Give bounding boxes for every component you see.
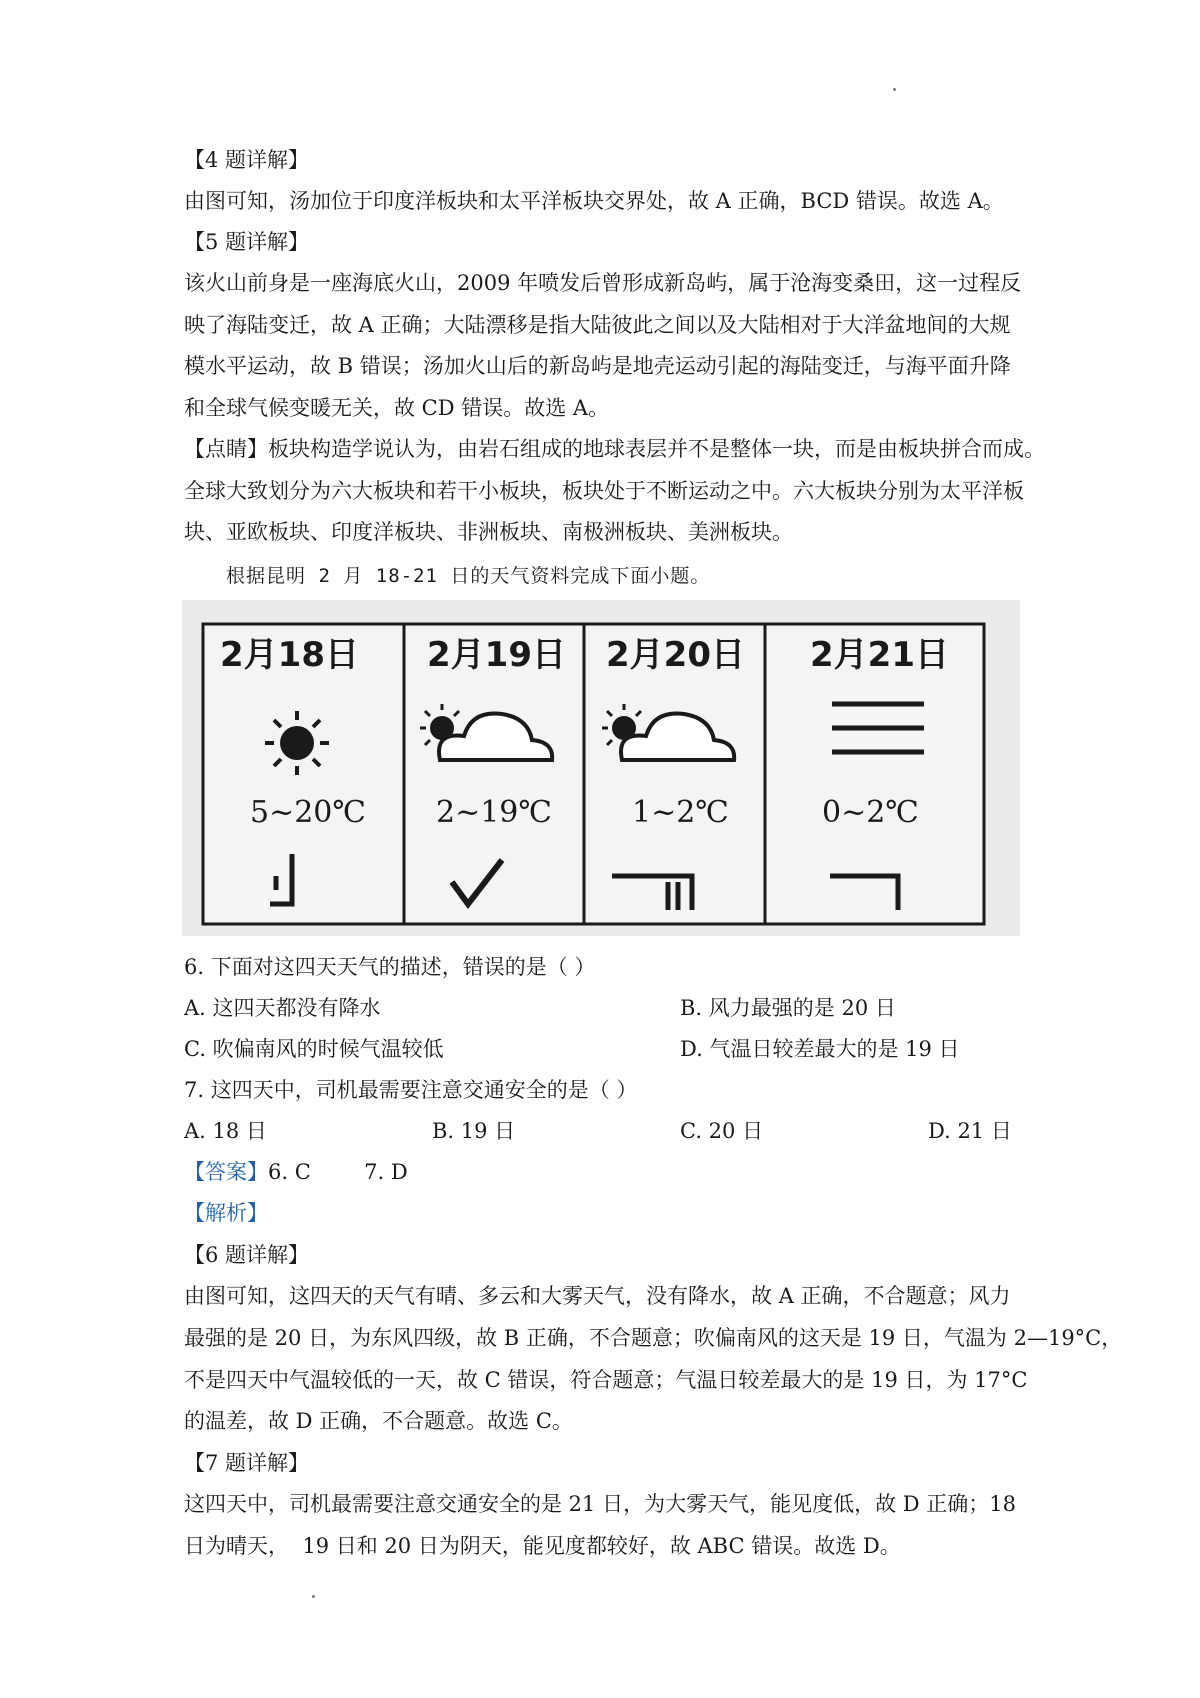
q6-detail-line-3: 不是四天中气温较低的一天，故 C 错误，符合题意；气温日较差最大的是 19 日，为 17°C [184, 1368, 1028, 1392]
day2-temp: 2~19℃ [436, 795, 552, 830]
day1-temp: 5~20℃ [250, 795, 366, 830]
q6-detail-line-1: 由图可知，这四天的天气有晴、多云和大雾天气，没有降水，故 A 正确，不合题意；风力 [184, 1284, 1011, 1308]
q6-detail-line-4: 的温差，故 D 正确，不合题意。故选 C。 [184, 1409, 573, 1433]
tip-line-2: 全球大致划分为六大板块和若干小板块，板块处于不断运动之中。六大板块分别为太平洋板 [184, 479, 1024, 503]
q7-stem: 7. 这四天中，司机最需要注意交通安全的是（ ） [184, 1078, 638, 1102]
question-intro: 根据昆明 2 月 18-21 日的天气资料完成下面小题。 [226, 565, 711, 587]
answer-text: 6. C 7. D [268, 1160, 408, 1184]
weather-panels [182, 600, 1020, 936]
day4-date: 2月21日 [810, 635, 949, 675]
q7-option-d: D. 21 日 [928, 1119, 1012, 1143]
q6-option-c: C. 吹偏南风的时候气温较低 [184, 1037, 444, 1061]
q6-option-b: B. 风力最强的是 20 日 [680, 996, 896, 1020]
q6-detail-line-2: 最强的是 20 日，为东风四级，故 B 正确，不合题意；吹偏南风的这天是 19 日，气温为 2—19°C， [184, 1326, 1123, 1350]
q5-detail-line-3: 模水平运动，故 B 错误；汤加火山后的新岛屿是地壳运动引起的海陆变迁，与海平面升降 [184, 354, 1011, 378]
day4-temp: 0~2℃ [822, 795, 919, 830]
q5-detail-line-4: 和全球气候变暖无关，故 CD 错误。故选 A。 [184, 396, 610, 420]
answer-line [184, 1157, 1034, 1187]
q7-detail-header: 【7 题详解】 [184, 1451, 310, 1475]
q7-option-b: B. 19 日 [432, 1119, 516, 1143]
weather-figure [182, 600, 1020, 936]
q6-option-d: D. 气温日较差最大的是 19 日 [680, 1037, 960, 1061]
q5-detail-line-1: 该火山前身是一座海底火山，2009 年喷发后曾形成新岛屿，属于沧海变桑田，这一过程反 [184, 271, 1022, 295]
q6-option-a: A. 这四天都没有降水 [184, 996, 381, 1020]
day2-date: 2月19日 [427, 635, 566, 675]
q5-detail-header: 【5 题详解】 [184, 230, 310, 254]
day3-date: 2月20日 [606, 635, 745, 675]
q6-detail-header: 【6 题详解】 [184, 1243, 310, 1267]
analysis-label: 【解析】 [184, 1201, 268, 1225]
day1-date: 2月18日 [220, 635, 359, 675]
day3-temp: 1~2℃ [632, 795, 729, 830]
q5-detail-line-2: 映了海陆变迁，故 A 正确；大陆漂移是指大陆彼此之间以及大陆相对于大洋盆地间的大规 [184, 313, 1011, 337]
scan-speck [312, 1595, 315, 1598]
scan-speck [893, 88, 896, 91]
tip-line-3: 块、亚欧板块、印度洋板块、非洲板块、南极洲板块、美洲板块。 [184, 520, 793, 544]
q7-detail-line-2: 日为晴天， 19 日和 20 日为阴天，能见度都较好，故 ABC 错误。故选 D。 [184, 1534, 901, 1558]
tip-line-1: 【点睛】板块构造学说认为，由岩石组成的地球表层并不是整体一块，而是由板块拼合而成。 [184, 437, 1045, 461]
q4-detail-text: 由图可知，汤加位于印度洋板块和太平洋板块交界处，故 A 正确，BCD 错误。故选 A。 [184, 189, 1004, 213]
q7-detail-line-1: 这四天中，司机最需要注意交通安全的是 21 日，为大雾天气，能见度低，故 D 正确；18 [184, 1492, 1016, 1516]
q7-option-a: A. 18 日 [184, 1119, 267, 1143]
q4-detail-header: 【4 题详解】 [184, 148, 310, 172]
answer-label: 【答案】 [184, 1160, 268, 1184]
q7-option-c: C. 20 日 [680, 1119, 764, 1143]
q6-stem: 6. 下面对这四天天气的描述，错误的是（ ） [184, 955, 596, 979]
